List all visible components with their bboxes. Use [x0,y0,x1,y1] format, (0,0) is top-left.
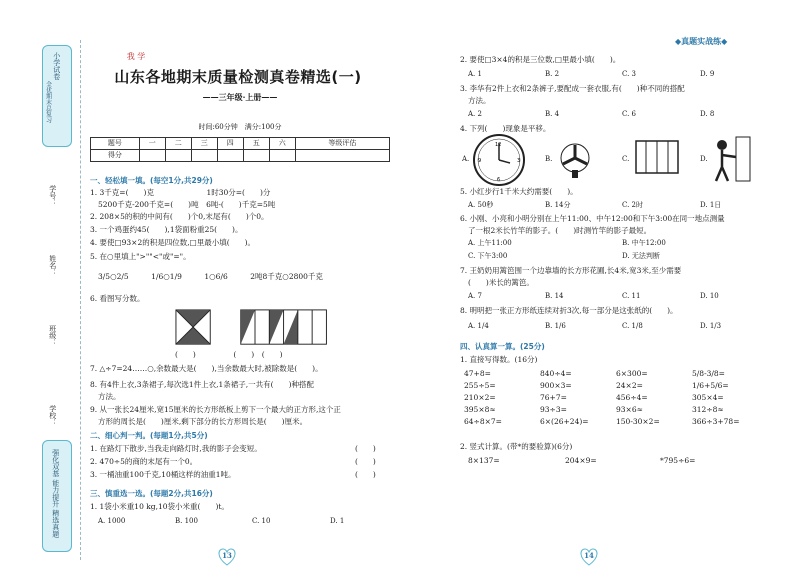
question: 3. 李华有2件上衣和2条裤子,要配成一套衣服,有( )种不同的搭配 [460,84,685,93]
option[interactable]: A. 7 [468,292,482,300]
question: 8. 有4件上衣,3条裙子,每次选1件上衣,1条裙子,一共有( )种搭配 [90,380,315,389]
option[interactable]: B. 1/6 [545,322,566,330]
option[interactable]: B. 14 [545,292,564,300]
field-school: 学校： [48,405,57,426]
question: 7. 王奶奶用篱笆围一个边靠墙的长方形花圃,长4米,宽3米,至少需要 [460,266,682,275]
question: 4. 下列( )现象是平移。 [460,124,551,133]
section-4-heading: 四、认真算一算。(25分) [460,342,545,351]
question: 6. 看图写分数。 [90,294,145,303]
option[interactable]: C. 10 [252,517,271,525]
option[interactable]: B. 中午12:00 [622,239,666,247]
question: 方形的周长是( )厘米,剩下部分的长方形周长是( )厘米。 [98,417,308,426]
mental-math-table [460,368,764,428]
calc-item: 93÷3= [540,405,567,415]
option[interactable]: C. 1/8 [622,322,643,330]
calc-item: 24×2= [616,381,643,391]
calc-item: 150-30×2= [616,417,660,427]
svg-text:9: 9 [478,158,482,164]
calc-item: 6×(26+24)= [540,417,589,427]
exam-meta: 时间:60分钟 满分:100分 [198,123,282,131]
judge-paren[interactable]: ( ) [355,457,376,466]
question: 9. 从一张长24厘米,宽15厘米的长方形纸板上剪下一个最大的正方形,这个正 [90,405,341,414]
page-number-left: 13 [216,548,238,566]
question: 5200千克-200千克=( )吨 6吨-( )千克=5吨 [98,200,276,209]
calc-item: 900×3= [540,381,572,391]
svg-text:12: 12 [495,142,502,148]
judge-item: 3. 一桶油重100千克,10桶这样的油重1吨。 [90,470,236,479]
option[interactable]: C. 3 [622,70,637,78]
option[interactable]: D. 1日 [700,201,722,209]
calc-item: 64÷8×7= [464,417,502,427]
option[interactable]: A. 上午11:00 [468,239,512,247]
option[interactable]: C. 下午3:00 [468,252,508,260]
option[interactable]: B. 4 [545,110,560,118]
calc-item: 210×2= [464,393,496,403]
option[interactable]: C. 6 [622,110,637,118]
calc-item: 47+8= [464,369,491,379]
judge-paren[interactable]: ( ) [355,444,376,453]
score-cell[interactable] [139,150,165,162]
question: 6. 小刚、小亮和小明分别在上午11:00、中午12:00和下午3:00在同一地点测量 [460,214,725,223]
score-head: 四 [217,138,243,150]
window-icon [635,140,679,174]
option[interactable]: D. 无法判断 [622,252,660,260]
question: 方法。 [98,392,121,401]
page-number-right: 14 [578,548,600,566]
sidebar [42,45,74,565]
score-cell[interactable] [165,150,191,162]
page-title: 山东各地期末质量检测真卷精选(一) [114,68,362,86]
option[interactable]: A. 50秒 [468,201,494,209]
option[interactable]: D. 1/3 [700,322,722,330]
judge-item: 1. 在路灯下散步,当我走向路灯时,我的影子会变短。 [90,444,262,453]
question: 1. 3千克=( )克 1时30分=( )分 [90,188,271,197]
calc-item: 456÷4= [616,393,648,403]
option[interactable]: C. 2时 [622,201,644,209]
section-1-heading: 一、轻松填一填。(每空1分,共29分) [90,176,213,185]
question: 3/5○2/5 1/6○1/9 1○6/6 2吨8千克○2800千克 [98,272,323,281]
score-cell[interactable] [269,150,295,162]
option[interactable]: D. 1 [330,517,345,525]
calc-vertical-item: 204×9= [565,456,597,465]
score-head: 三 [191,138,217,150]
score-head: 二 [165,138,191,150]
sidebar-brand-box [42,45,72,147]
calc-item: 6×300= [616,369,648,379]
option[interactable]: A. 2 [468,110,482,118]
section-header: ◆真题实战练◆ [675,37,728,46]
option[interactable]: B. 100 [175,517,198,525]
score-cell[interactable] [295,150,389,162]
sub-heading: 1. 直接写得数。(16分) [460,355,538,364]
field-class: 班级： [48,325,57,346]
page-subtitle: ——三年级·上册—— [202,92,278,102]
question: ( )米长的篱笆。 [468,278,534,287]
rectangle-figure [241,310,327,344]
judge-paren[interactable]: ( ) [355,470,376,479]
sidebar-slogan-box [42,440,72,552]
option[interactable]: D. 9 [700,70,715,78]
sidebar-slogan: 强化双基 能力提升 精选真题 [51,449,60,538]
figure-answers: ( ) ( ) ( ) [175,350,283,359]
option[interactable]: A. 1/4 [468,322,489,330]
calc-item: 840÷4= [540,369,572,379]
score-table [90,137,390,162]
sidebar-brand: 小学试卷 [52,52,61,80]
section-2-heading: 二、细心判一判。(每题1分,共5分) [90,431,208,440]
score-row-label: 得分 [91,150,140,162]
question: 5. 小红步行1千米大约需要( )。 [460,187,578,196]
subject-badge: 我 学 [126,52,146,61]
judge-item: 2. 470÷5的商的末尾有一个0。 [90,457,198,466]
calc-item: 255÷5= [464,381,496,391]
question: 了一根2米长竹竿的影子。( )时测竹竿的影子最短。 [468,226,652,235]
calc-item: 76+7= [540,393,567,403]
question: 1. 1袋小米重10 kg,10袋小米重( )t。 [90,502,229,511]
question: 7. △÷7=24……○,余数最大是( ),当余数最大时,被除数是( )。 [90,364,323,373]
score-cell[interactable] [191,150,217,162]
score-head: 题号 [91,138,140,150]
calc-item: 93×6≈ [616,405,643,415]
field-name: 姓名： [48,255,57,276]
score-head: 六 [269,138,295,150]
door-person-icon [708,135,752,183]
score-head: 一 [139,138,165,150]
sub-heading: 2. 竖式计算。(带*的要验算)(6分) [460,442,573,451]
question: 方法。 [468,96,491,105]
calc-vertical-item: *795÷6= [660,456,696,465]
calc-item: 305×4= [692,393,724,403]
option[interactable]: D. 8 [700,110,715,118]
svg-text:3: 3 [517,158,521,164]
square-figure [176,310,210,344]
option[interactable]: C. [622,155,630,163]
option[interactable]: A. [462,155,470,163]
question: 8. 明明把一张正方形纸连续对折3次,每一部分是这张纸的( )。 [460,306,678,315]
fan-icon [555,140,595,180]
svg-text:6: 6 [497,177,501,183]
score-head: 五 [243,138,269,150]
field-student-id: 学号： [48,185,57,206]
question: 5. 在○里填上">""<"或"="。 [90,252,191,261]
binding-line [80,40,81,560]
calc-item: 366÷3+78= [692,417,740,427]
score-cell[interactable] [217,150,243,162]
calc-item: 5/8-3/8= [692,369,725,379]
sidebar-top-text: 全优期末总复习 [44,81,52,123]
score-head: 等级评估 [295,138,389,150]
option[interactable]: B. 2 [545,70,560,78]
fraction-figures [170,308,340,348]
clock-icon [472,133,526,187]
question: 3. 一个鸡蛋约45( ),1袋面粉重25( )。 [90,225,243,234]
option[interactable]: A. 1 [468,70,482,78]
score-cell[interactable] [243,150,269,162]
option[interactable]: B. [545,155,553,163]
calc-vertical-item: 8×137= [468,456,500,465]
option[interactable]: B. 14分 [545,201,571,209]
question: 4. 要使□93×2的积是四位数,□里最小填( )。 [90,238,256,247]
option[interactable]: A. 1000 [98,517,126,525]
calc-item: 395×8≈ [464,405,496,415]
calc-item: 312÷8≈ [692,405,724,415]
section-3-heading: 三、慎重选一选。(每题2分,共16分) [90,489,213,498]
question: 2. 要使□3×4的积是三位数,□里最小填( )。 [460,55,621,64]
calc-item: 1/6+5/6= [692,381,729,391]
option[interactable]: D. 10 [700,292,719,300]
option[interactable]: D. [700,155,708,163]
option[interactable]: C. 11 [622,292,641,300]
question: 2. 208×5的积的中间有( )个0,末尾有( )个0。 [90,212,269,221]
